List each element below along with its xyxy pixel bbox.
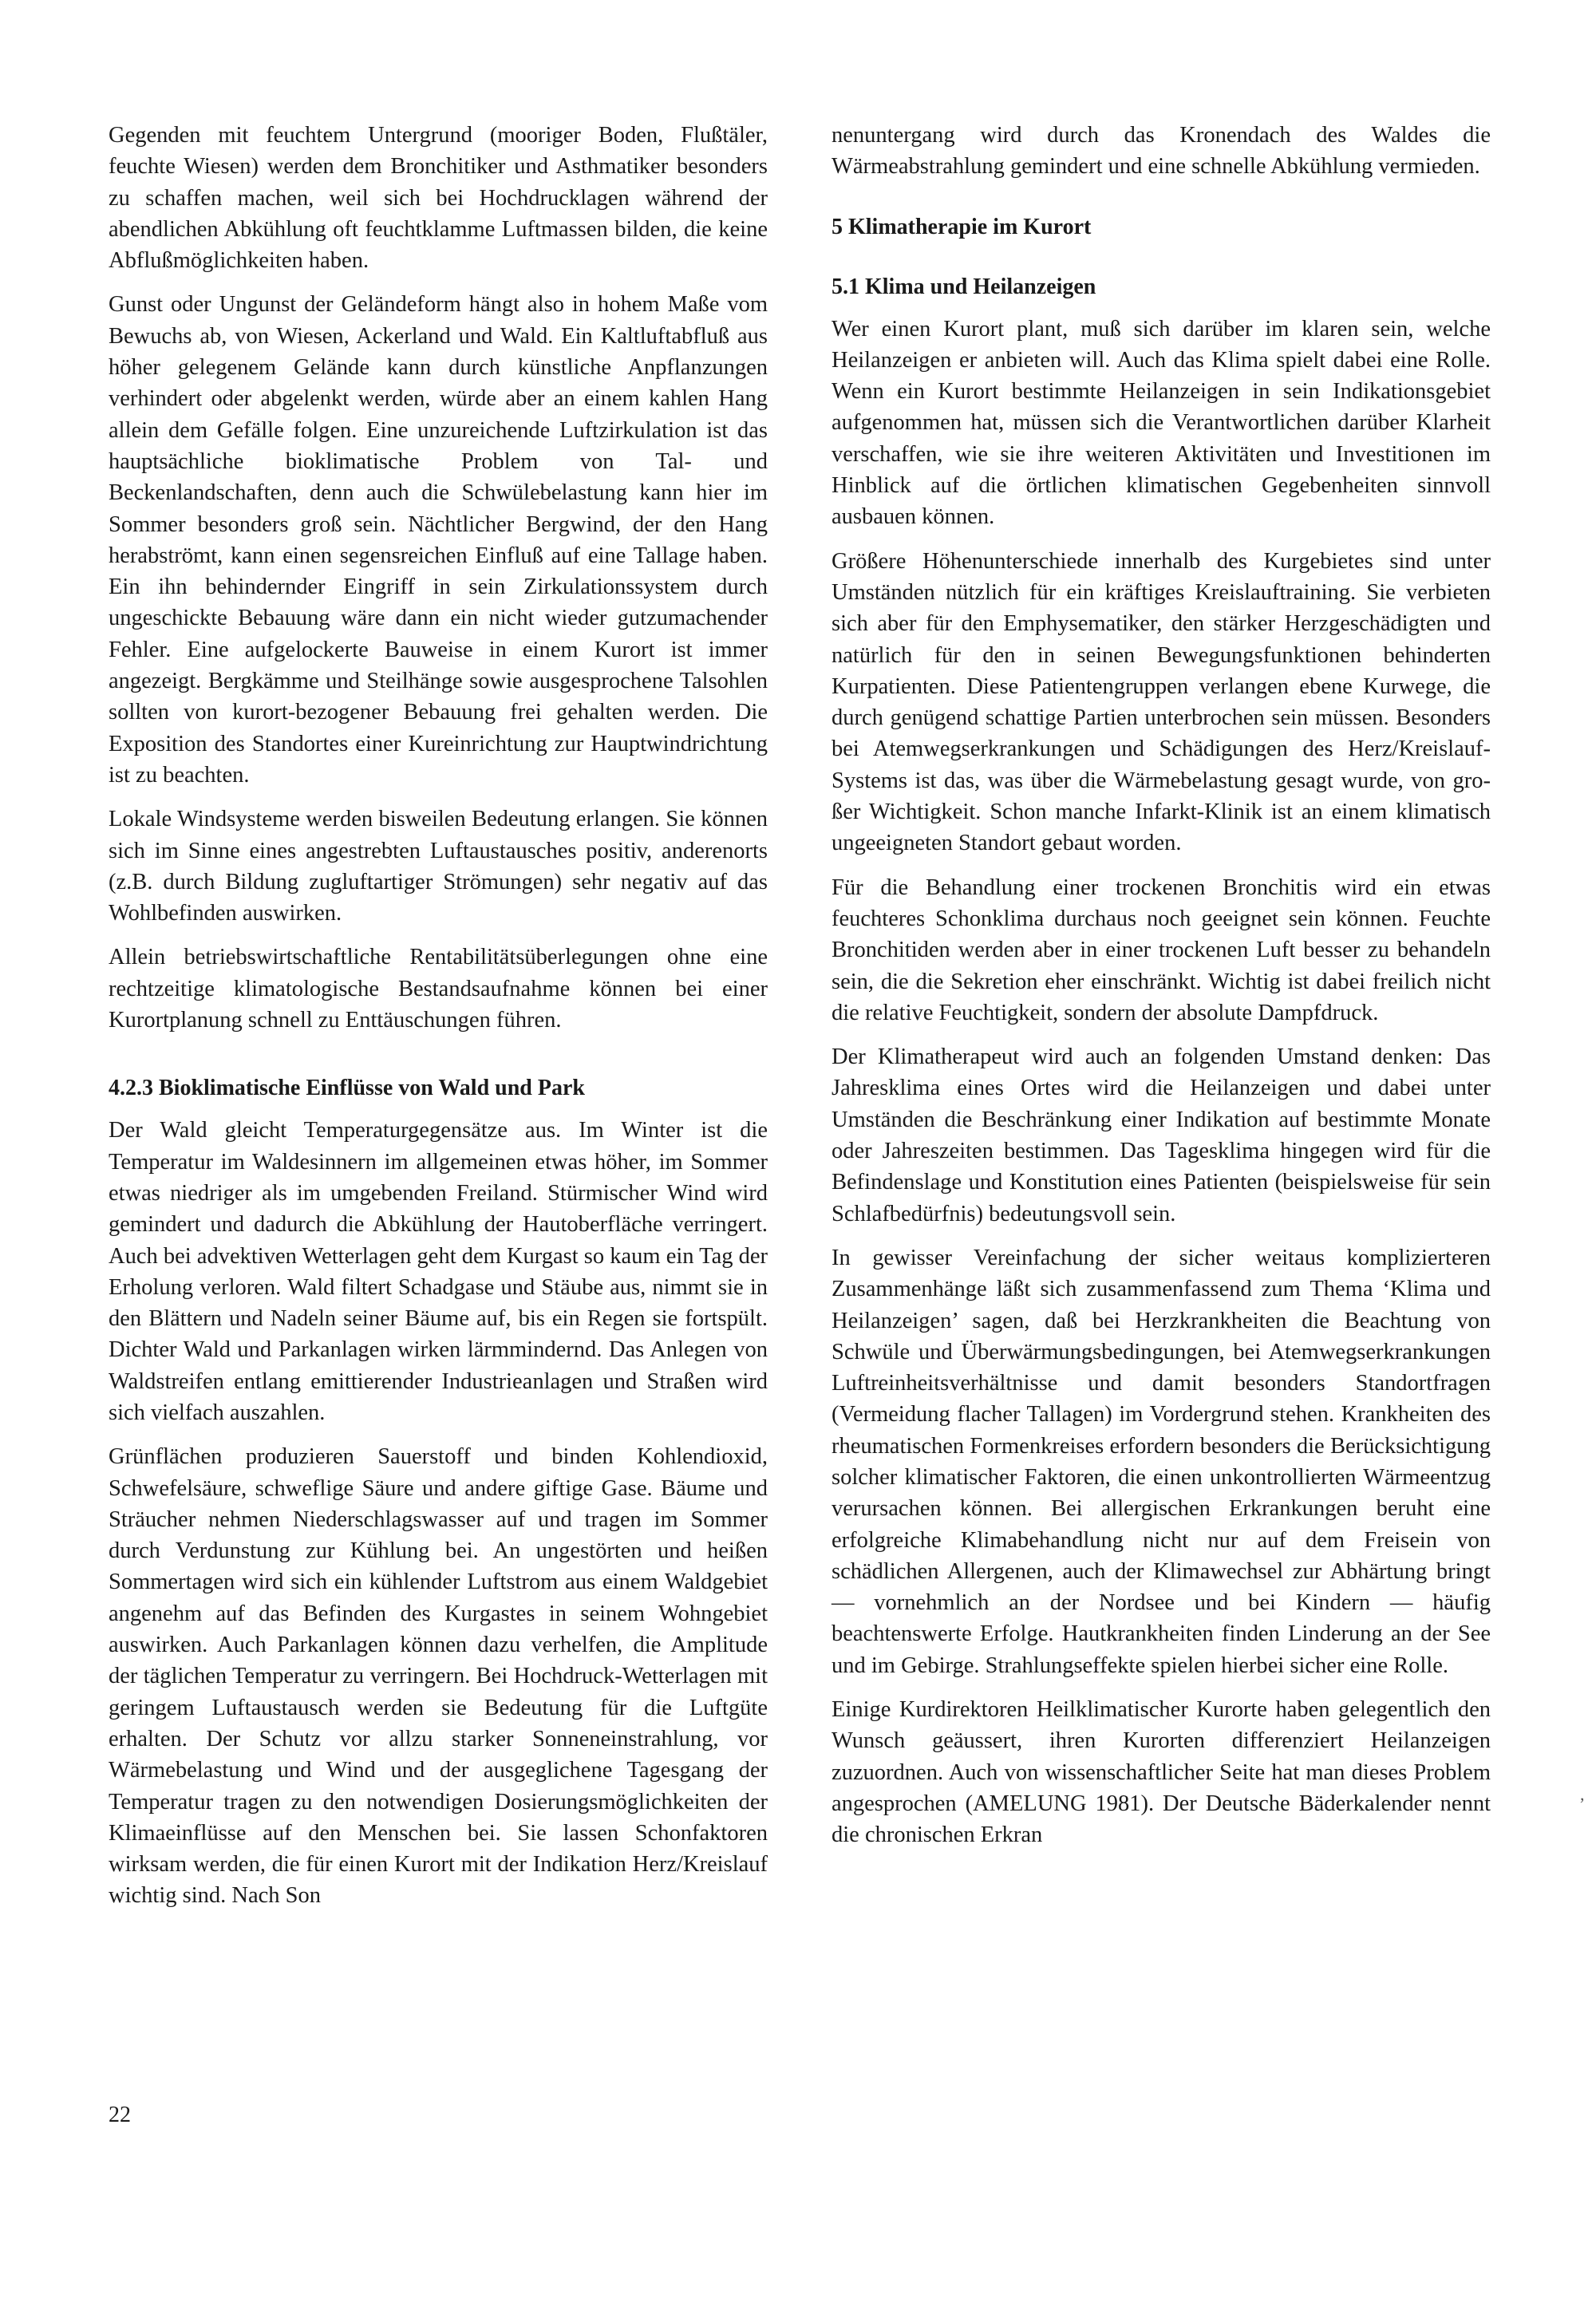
body-paragraph: Wer einen Kurort plant, muß sich darüber im klaren sein, welche Heilanzeigen er anbieten will. Auch das Klima spielt dabei eine Rolle. Wenn ein Kurort bestimmte Heilanzeigen in sein Indikationsgebiet aufgenommen hat, müssen sich die Verantwortlichen darüber Klarheit verschaffen, wie sie ihre weiteren Aktivitäten und Investitionen im Hinblick auf die örtlichen klimatischen Gegebenheiten sinnvoll ausbauen können. xyxy=(832,316,1491,530)
section-heading-5-1: 5.1 Klima und Heilanzeigen xyxy=(832,274,1096,299)
body-paragraph: Größere Höhenunterschiede innerhalb des Kurgebietes sind unter Umständen nützlich für ein kräftiges Kreislauftraining. Sie verbieten sich aber für den Emphysematiker, den stärker Herzgeschädigten und natürlich für den in seinen Bewegungsfunktionen behinderten Kurpatienten. Diese Patientengruppen verlangen ebene Kurwege, die durch genügend schattige Partien unterbrochen sein müssen. Besonders bei Atemwegserkrankungen und Schädigungen des Herz/Kreislauf-Systems ist das, was über die Wärmebelastung gesagt wurde, von großer Wichtigkeit. Schon manche Infarkt-Klinik ist an einem klimatisch ungeeigneten Standort gebaut worden. xyxy=(832,548,1491,856)
body-paragraph: Grünflächen produzieren Sauerstoff und binden Kohlendioxid, Schwefelsäure, schweflige Säure und andere giftige Gase. Bäume und Sträucher nehmen Niederschlagswasser auf und tragen im Sommer durch Verdunstung zur Kühlung bei. An ungestörten und heißen Sommertagen wird sich ein kühlender Luftstrom aus einem Waldgebiet angenehm auf das Befinden des Kurgastes in seinem Wohngebiet auswirken. Auch Parkanlagen können dazu verhelfen, die Amplitude der täglichen Temperatur zu verringern. Bei Hochdruck-Wetterlagen mit geringem Luftaustausch werden sie Bedeutung für die Luftgüte erhalten. Der Schutz vor allzu starker Sonneneinstrahlung, vor Wärmebelastung und Wind und der ausgeglichene Tagesgang der Temperatur tragen zu den notwendigen Dosierungsmöglichkeiten der Klimaeinflüsse auf den Menschen bei. Sie lassen Schonfaktoren wirksam werden, die für einen Kurort mit der Indikation Herz/Kreislauf wichtig sind. Nach Son xyxy=(109,1444,768,1909)
body-paragraph: In gewisser Vereinfachung der sicher weitaus komplizierteren Zusammenhänge läßt sich zusammenfassend zum Thema ‘Klima und Heilanzeigen’ sagen, daß bei Herzkrankheiten die Beachtung von Schwüle und Überwärmungsbedingungen, bei Atemwegserkrankungen Luftreinheitsverhältnisse und damit besonders Standortfragen (Vermeidung flacher Tallagen) im Vordergrund stehen. Krankheiten des rheumatischen Formenkreises erfordern besonders die Berücksichtigung solcher klimatischer Faktoren, die einen unkontrollierten Wärmeentzug verursachen können. Bei allergischen Erkrankungen beruht eine erfolgreiche Klimabehandlung nicht nur auf dem Freisein von schädlichen Allergenen, auch der Klimawechsel zur Abhärtung bringt — vornehmlich an der Nordsee und bei Kindern — häufig beachtenswerte Erfolge. Hautkrankheiten finden Linderung an der See und im Gebirge. Strahlungseffekte spielen hierbei sicher eine Rolle. xyxy=(832,1245,1491,1678)
left-column xyxy=(109,120,768,1925)
body-paragraph: Gunst oder Ungunst der Geländeform hängt also in hohem Maße vom Bewuchs ab, von Wiesen, Ackerland und Wald. Ein Kaltluftabfluß aus höher gelegenem Gelände kann durch künstliche Anpflanzungen verhindert oder abgelenkt werden, würde aber an einem kahlen Hang allein dem Gefälle folgen. Eine unzureichende Luftzirkulation ist das hauptsächliche bioklimatische Problem von Tal- und Beckenlandschaften, denn auch die Schwülebelastung kann hier im Sommer besonders groß sein. Nächtlicher Bergwind, der den Hang herabströmt, kann einen segensreichen Einfluß auf eine Tallage haben. Ein ihn behindernder Eingriff in sein Zirkulationssystem durch ungeschickte Bebauung wäre dann ein nicht wieder gutzumachender Fehler. Eine aufgelockerte Bauweise in einem Kurort ist immer angezeigt. Bergkämme und Steilhänge sowie ausgesprochene Talsohlen sollten von kurort-bezogener Bebauung frei gehalten werden. Die Exposition des Standortes einer Kureinrichtung zur Hauptwindrichtung ist zu beachten. xyxy=(109,292,768,788)
body-paragraph: nenuntergang wird durch das Kronendach des Waldes die Wärmeabstrahlung gemindert und eine schnelle Abkühlung vermieden. xyxy=(832,123,1491,180)
page-number: 22 xyxy=(109,2103,131,2127)
section-heading-5: 5 Klimatherapie im Kurort xyxy=(832,214,1092,239)
body-paragraph: Gegenden mit feuchtem Untergrund (mooriger Boden, Flußtäler, feuchte Wiesen) werden dem Bronchitiker und Asthmatiker besonders zu schaffen machen, weil sich bei Hochdrucklagen während der abendlichen Abkühlung oft feuchtklamme Luftmassen bilden, die keine Abflußmöglichkeiten haben. xyxy=(109,123,768,274)
body-paragraph: Für die Behandlung einer trockenen Bronchitis wird ein etwas feuchteres Schonklima durchaus noch geeignet sein können. Feuchte Bronchitiden werden aber in einer trockenen Luft besser zu behandeln sein, die die Sekretion eher einschränkt. Wichtig ist dabei freilich nicht die relative Feuchtigkeit, sondern der absolute Dampfdruck. xyxy=(832,875,1491,1025)
body-paragraph: Der Klimatherapeut wird auch an folgenden Umstand denken: Das Jahresklima eines Ortes wird die Heilanzeigen und dabei unter Umständen die Beschränkung einer Indikation auf bestimmte Monate oder Jahreszeiten bestimmen. Das Tagesklima hingegen wird für die Befindenslage und Konstitution eines Patienten (beispielsweise für sein Schlafbedürfnis) bedeutungsvoll sein. xyxy=(832,1044,1491,1226)
body-paragraph: Lokale Windsysteme werden bisweilen Bedeutung erlangen. Sie können sich im Sinne eines angestrebten Luftaustausches positiv, anderenorts (z.B. durch Bildung zugluftartiger Strömungen) sehr negativ auf das Wohlbefinden auswirken. xyxy=(109,807,768,926)
body-paragraph: Allein betriebswirtschaftliche Rentabilitätsüberlegungen ohne eine rechtzeitige klimatologische Bestandsaufnahme können bei einer Kurortplanung schnell zu Enttäuschungen führen. xyxy=(109,945,768,1033)
section-heading-4-2-3: 4.2.3 Bioklimatische Einflüsse von Wald und Park xyxy=(109,1076,585,1101)
body-paragraph: Der Wald gleicht Temperaturgegensätze aus. Im Winter ist die Temperatur im Waldesinnern im allgemeinen etwas höher, im Sommer etwas niedriger als im umgebenden Freiland. Stürmischer Wind wird gemindert und dadurch die Abkühlung der Hautoberfläche verringert. Auch bei advektiven Wetterlagen geht dem Kurgast so kaum ein Tag der Erholung verloren. Wald filtert Schadgase und Stäube aus, nimmt sie in den Blättern und Nadeln seiner Bäume auf, bis ein Regen sie fortspült. Dichter Wald und Parkanlagen wirken lärmmindernd. Das Anlegen von Waldstreifen entlang emittierender Industrieanlagen und Straßen wird sich vielfach auszahlen. xyxy=(109,1118,768,1425)
scan-speck: , xyxy=(1580,1784,1585,1804)
body-paragraph: Einige Kurdirektoren Heilklimatischer Kurorte haben gelegentlich den Wunsch geäussert, ihren Kurorten differenziert Heilanzeigen zuzuordnen. Auch von wissenschaftlicher Seite hat man dieses Problem angesprochen (AMELUNG 1981). Der Deutsche Bäderkalender nennt die chronischen Erkran xyxy=(832,1697,1491,1848)
right-column xyxy=(832,120,1491,1864)
